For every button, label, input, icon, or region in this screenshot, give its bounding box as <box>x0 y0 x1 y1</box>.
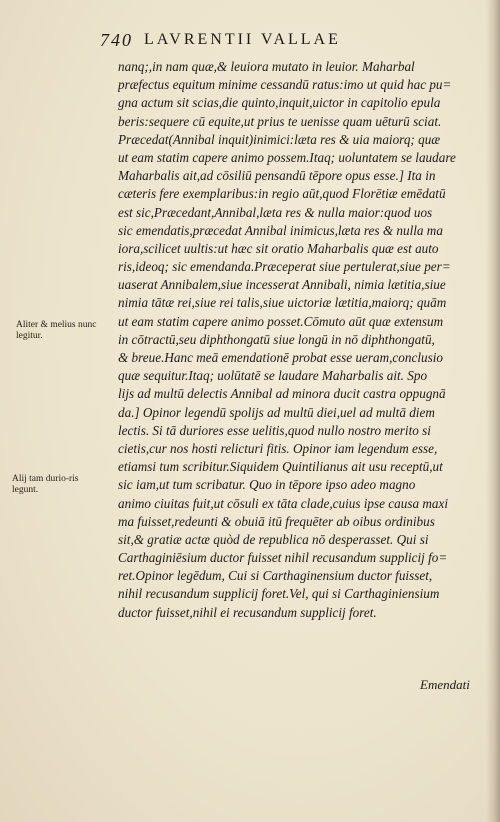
text-line: lijs ad multū delectis Annibal ad minora ducit castra oppugnā <box>118 386 446 402</box>
text-line: gna actum sit scias,die quinto,inquit,uictor in capitolio epula <box>118 95 441 111</box>
text-line: sit,& gratiæ actæ quòd de republica nō desperasset. Qui si <box>118 531 429 547</box>
text-line: sic emendatis,præcedat Annibal inimicus,læta res & nulla ma <box>118 222 443 238</box>
page-gutter-shadow <box>486 0 500 822</box>
running-title: LAVRENTII VALLAE <box>144 31 341 48</box>
page-number: 740 <box>100 30 133 50</box>
text-line: animo ciuitas fuit,ut cōsuli ex tāta clade,cuius ipse causa maxi <box>118 495 449 511</box>
catchword: Emendati <box>420 677 470 692</box>
text-line: nimia tātæ rei,siue rei talis,siue uictoriæ lætitia,maiorq; quām <box>118 295 447 311</box>
page-header <box>100 30 480 54</box>
text-line: uaserat Annibalem,siue incesserat Annibali, nimia lætitia,siue <box>118 277 446 293</box>
text-line: Præcedat(Annibal inquit)inimici:læta res & uia maiorq; quæ <box>118 131 441 147</box>
text-line: est sic,Præcedant,Annibal,læta res & nulla maior:quod uos <box>118 204 433 220</box>
text-line: ret.Opinor legēdum, Cui si Carthaginensium ductor fuisset, <box>118 568 433 584</box>
text-line: Maharbalis ait,ad cōsiliū pensandū tēpore opus esse.] Ita in <box>118 168 436 184</box>
text-line: ut eam statim capere animo possem.Itaq; uoluntatem se laudare <box>118 149 456 165</box>
text-line: beris:sequere cū equite,ut prius te uenisse quam uēturū sciat. <box>118 113 442 129</box>
text-line: nihil recusandum supplicij foret.Vel, qui si Carthaginiensium <box>118 586 440 602</box>
text-line: cietis,cur nos hosti relicturi fitis. Opinor iam legendum esse, <box>118 440 438 456</box>
text-line: cæteris fere exemplaribus:in regio aūt,quod Florētiæ emēdatū <box>118 186 446 202</box>
text-line: lectis. Si tā duriores esse uelitis,quod nullo nostro merito si <box>118 422 431 438</box>
margin-note: Alij tam durio-ris legunt. <box>12 474 79 495</box>
text-line: iora,scilicet uultis:ut hæc sit oratio Maharbalis quæ est auto <box>118 240 439 256</box>
text-line: quæ sequitur.Itaq; uolūtatē se laudare Maharbalis ait. Spo <box>118 368 428 384</box>
text-line: Carthaginiēsium ductor fuisset nihil recusandum supplicij fo= <box>118 550 448 566</box>
body-text <box>118 58 486 622</box>
text-line: ris,ideoq; sic emendanda.Præceperat siue pertulerat,siue per= <box>118 259 451 275</box>
text-line: ut eam statim capere animo posset.Cōmuto aūt quæ extensum <box>118 313 444 329</box>
text-line: da.] Opinor legendū spolijs ad multū diei,uel ad multā diem <box>118 404 435 420</box>
text-line: sic iam,ut tum scribatur. Quo in tēpore ipso adeo magno <box>118 477 416 493</box>
margin-note: Aliter & melius nunc legitur. <box>16 320 97 341</box>
text-line: etiamsi tum scribitur.Siquidem Quintilianus ait usu receptū,ut <box>118 459 443 475</box>
text-line: in cōtractū,seu diphthongatū siue longū in nō diphthongatū, <box>118 331 435 347</box>
text-line: præfectus equitum minime cessandū ratus:imo ut quid hac pu= <box>118 77 452 93</box>
text-line: ma fuisset,redeunti & obuiā itū frequēter ab oibus ordinibus <box>118 513 435 529</box>
text-line: & breue.Hanc meā emendationē probat esse ueram,conclusio <box>118 350 443 365</box>
text-line: nanq;,in nam quæ,& leuiora mutato in leuior. Maharbal <box>118 59 415 74</box>
text-line: ductor fuisset,nihil ei recusandum supplicij foret. <box>118 604 377 620</box>
